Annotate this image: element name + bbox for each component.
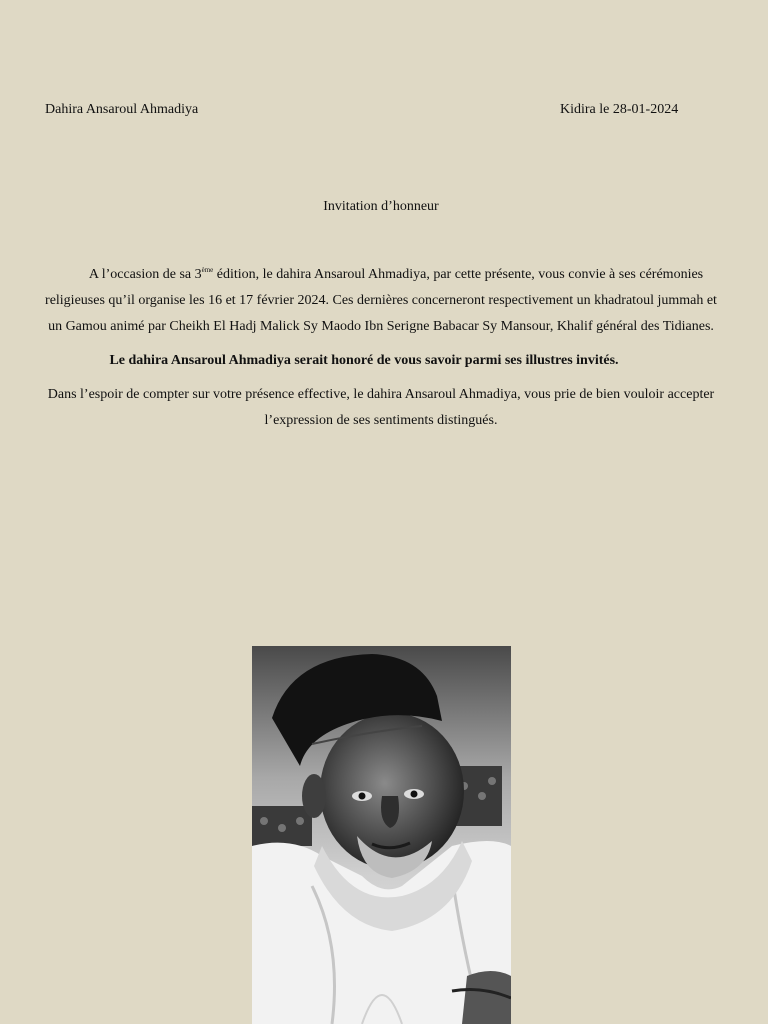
paragraph-occasion-start: A l’occasion de sa 3: [88, 267, 202, 282]
ordinal-suffix: ème: [201, 266, 214, 274]
letter-body: [45, 262, 717, 434]
paragraph-closing: Dans l’espoir de compter sur votre présence effective, le dahira Ansaroul Ahmadiya, vous prie de bien vouloir accepter l’expression de ses sentiments distingués.: [47, 387, 715, 428]
paragraph-occasion-rest: édition, le dahira Ansaroul Ahmadiya, par cette présente, vous convie à ses cérémonies religieuses qu’il organise les 16 et 17 février 2024. Ces dernières concerneront respectivement un khadratoul jummah et un Gamou animé par Cheikh El Hadj Malick Sy Maodo Ibn Serigne Babacar Sy Mansour, Khalif général des Tidianes.: [45, 267, 717, 334]
portrait-photo: [252, 646, 511, 1024]
paragraph-occasion: [45, 262, 717, 340]
sender-name: Dahira Ansaroul Ahmadiya: [45, 102, 199, 117]
place-and-date: Kidira le 28-01-2024: [560, 102, 679, 117]
paragraph-honor: Le dahira Ansaroul Ahmadiya serait honoré de vous savoir parmi ses illustres invités.: [109, 353, 619, 368]
letter-title: Invitation d’honneur: [323, 199, 439, 214]
